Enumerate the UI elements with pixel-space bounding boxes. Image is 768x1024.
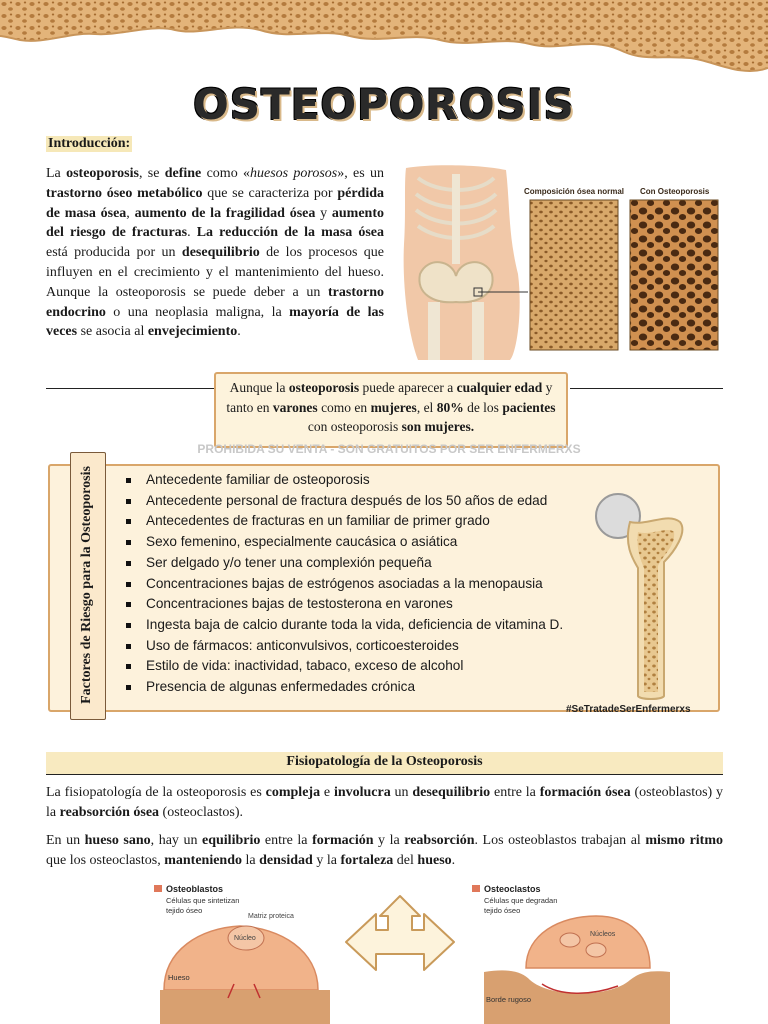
list-item: Uso de fármacos: anticonvulsivos, corticoesteroides (124, 636, 614, 657)
bone-composition-figure (398, 164, 728, 360)
svg-text:tejido óseo: tejido óseo (484, 906, 521, 915)
svg-text:Borde rugoso: Borde rugoso (486, 995, 532, 1004)
list-item: Antecedentes de fracturas en un familiar de primer grado (124, 511, 614, 532)
osteoporosis-bone-sample (630, 200, 718, 350)
list-item: Estilo de vida: inactividad, tabaco, exceso de alcohol (124, 656, 614, 677)
svg-text:Osteoblastos: Osteoblastos (166, 884, 224, 894)
list-item: Antecedente personal de fractura después de los 50 años de edad (124, 491, 614, 512)
svg-text:Núcleos: Núcleos (590, 931, 616, 938)
page-title: OSTEOPOROSIS (193, 80, 575, 129)
statistic-callout: Aunque la osteoporosis puede aparecer a cualquier edad y tanto en varones como en mujeres, el 80% de los pacientes con osteoporosis son mujeres. (214, 372, 568, 448)
svg-text:Matriz proteica: Matriz proteica (248, 913, 294, 920)
balance-arrows-icon (346, 896, 454, 970)
svg-text:tejido óseo: tejido óseo (166, 906, 203, 915)
svg-text:Núcleo: Núcleo (234, 935, 256, 942)
divider-right (570, 388, 723, 389)
svg-text:Hueso: Hueso (168, 973, 190, 982)
list-item: Antecedente familiar de osteoporosis (124, 470, 614, 491)
risk-factors-label: Factores de Riesgo para la Osteoporosis (79, 466, 95, 704)
list-item: Ser delgado y/o tener una complexión pequeña (124, 553, 614, 574)
list-item: Sexo femenino, especialmente caucásica o asiática (124, 532, 614, 553)
risk-factors-list (124, 470, 614, 698)
list-item: Concentraciones bajas de testosterona en varones (124, 594, 614, 615)
bone-cells-diagram (150, 880, 670, 1024)
torso-illustration (404, 165, 520, 360)
list-item: Presencia de algunas enfermedades crónica (124, 677, 614, 698)
svg-text:Células que degradan: Células que degradan (484, 896, 558, 905)
pathophysiology-heading: Fisiopatología de la Osteoporosis (46, 752, 723, 775)
pathophysiology-paragraph-2: En un hueso sano, hay un equilibrio entre la formación y la reabsorción. Los osteoblastos trabajan al mismo ritmo que los osteoclastos, manteniendo la densidad y la fortaleza del hueso. (46, 833, 723, 868)
osteoblast-panel (154, 884, 330, 1024)
pathophysiology-paragraph-1: La fisiopatología de la osteoporosis es compleja e involucra un desequilibrio entre la formación ósea (osteoblastos) y la reabsorción ósea (osteoclastos). (46, 785, 724, 820)
normal-bone-sample (530, 200, 618, 350)
divider-left (46, 388, 216, 389)
osteoclast-panel (472, 884, 670, 1024)
femur-illustration (588, 492, 704, 702)
intro-heading: Introducción: (48, 136, 131, 151)
osteoporosis-caption: Con Osteoporosis (640, 187, 710, 196)
hashtag-label: #SeTratadeSerEnfermerxs (566, 704, 691, 715)
svg-text:Osteoclastos: Osteoclastos (484, 884, 541, 894)
bone-texture-banner (0, 0, 768, 80)
list-item: Concentraciones bajas de estrógenos asociadas a la menopausia (124, 574, 614, 595)
watermark-text: PROHIBIDA SU VENTA - SON GRATUITOS POR SER ENFERMERXS (197, 442, 581, 456)
svg-text:Células que sintetizan: Células que sintetizan (166, 896, 240, 905)
normal-bone-caption: Composición ósea normal (524, 187, 625, 196)
intro-paragraph: La osteoporosis, se define como «huesos porosos», es un trastorno óseo metabólico que se caracteriza por pérdida de masa ósea, aumento de la fragilidad ósea y aumento del riesgo de fracturas. La reducción de la masa ósea está producida por un desequilibrio de los procesos que influyen en el crecimiento y el mantenimiento del hueso. Aunque la osteoporosis se puede deber a un trastorno endocrino o una neoplasia maligna, la mayoría de las veces se asocia al envejecimiento. (46, 166, 385, 340)
list-item: Ingesta baja de calcio durante toda la vida, deficiencia de vitamina D. (124, 615, 614, 636)
